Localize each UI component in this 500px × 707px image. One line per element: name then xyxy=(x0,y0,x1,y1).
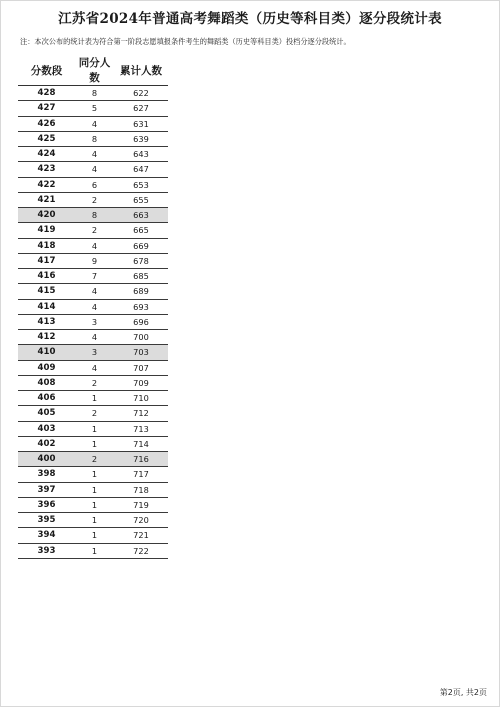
score-cell: 410 xyxy=(18,345,75,360)
header-same-count: 同分人数 xyxy=(75,55,114,86)
table-row xyxy=(18,269,168,284)
header-cumulative: 累计人数 xyxy=(114,55,168,86)
table-row xyxy=(18,406,168,421)
table-row xyxy=(18,162,168,177)
same-count-cell: 4 xyxy=(75,147,114,162)
document-title: 江苏省2024年普通高考舞蹈类（历史等科目类）逐分段统计表 xyxy=(58,11,442,27)
table-row xyxy=(18,421,168,436)
score-cell: 395 xyxy=(18,513,75,528)
table-row xyxy=(18,101,168,116)
cumulative-cell: 717 xyxy=(114,467,168,482)
score-cell: 421 xyxy=(18,192,75,207)
score-cell: 402 xyxy=(18,436,75,451)
same-count-cell: 1 xyxy=(75,436,114,451)
score-cell: 409 xyxy=(18,360,75,375)
score-cell: 415 xyxy=(18,284,75,299)
score-cell: 413 xyxy=(18,314,75,329)
table-body xyxy=(18,86,168,559)
same-count-cell: 1 xyxy=(75,528,114,543)
same-count-cell: 4 xyxy=(75,330,114,345)
same-count-cell: 1 xyxy=(75,391,114,406)
table-row xyxy=(18,314,168,329)
cumulative-cell: 713 xyxy=(114,421,168,436)
same-count-cell: 2 xyxy=(75,406,114,421)
cumulative-cell: 663 xyxy=(114,208,168,223)
score-cell: 420 xyxy=(18,208,75,223)
cumulative-cell: 653 xyxy=(114,177,168,192)
score-cell: 397 xyxy=(18,482,75,497)
table-row xyxy=(18,482,168,497)
cumulative-cell: 700 xyxy=(114,330,168,345)
score-cell: 425 xyxy=(18,131,75,146)
table-row xyxy=(18,330,168,345)
cumulative-cell: 714 xyxy=(114,436,168,451)
table-row xyxy=(18,528,168,543)
same-count-cell: 1 xyxy=(75,421,114,436)
same-count-cell: 1 xyxy=(75,497,114,512)
header-score: 分数段 xyxy=(18,55,75,86)
score-cell: 418 xyxy=(18,238,75,253)
cumulative-cell: 722 xyxy=(114,543,168,558)
same-count-cell: 8 xyxy=(75,86,114,101)
table-row xyxy=(18,299,168,314)
cumulative-cell: 709 xyxy=(114,375,168,390)
same-count-cell: 4 xyxy=(75,116,114,131)
score-cell: 396 xyxy=(18,497,75,512)
same-count-cell: 2 xyxy=(75,192,114,207)
same-count-cell: 7 xyxy=(75,269,114,284)
table-row xyxy=(18,116,168,131)
cumulative-cell: 689 xyxy=(114,284,168,299)
cumulative-cell: 665 xyxy=(114,223,168,238)
score-cell: 424 xyxy=(18,147,75,162)
table-row xyxy=(18,497,168,512)
cumulative-cell: 707 xyxy=(114,360,168,375)
same-count-cell: 9 xyxy=(75,253,114,268)
score-cell: 416 xyxy=(18,269,75,284)
score-cell: 403 xyxy=(18,421,75,436)
same-count-cell: 5 xyxy=(75,101,114,116)
same-count-cell: 8 xyxy=(75,208,114,223)
table-row xyxy=(18,238,168,253)
score-cell: 394 xyxy=(18,528,75,543)
cumulative-cell: 639 xyxy=(114,131,168,146)
table-row xyxy=(18,360,168,375)
same-count-cell: 4 xyxy=(75,284,114,299)
cumulative-cell: 712 xyxy=(114,406,168,421)
table-row xyxy=(18,86,168,101)
score-cell: 412 xyxy=(18,330,75,345)
score-cell: 398 xyxy=(18,467,75,482)
table-row xyxy=(18,284,168,299)
score-cell: 408 xyxy=(18,375,75,390)
cumulative-cell: 627 xyxy=(114,101,168,116)
cumulative-cell: 643 xyxy=(114,147,168,162)
table-row xyxy=(18,223,168,238)
cumulative-cell: 719 xyxy=(114,497,168,512)
score-cell: 423 xyxy=(18,162,75,177)
same-count-cell: 1 xyxy=(75,467,114,482)
table-header-row xyxy=(18,55,168,86)
table-row xyxy=(18,177,168,192)
cumulative-cell: 710 xyxy=(114,391,168,406)
same-count-cell: 1 xyxy=(75,513,114,528)
cumulative-cell: 631 xyxy=(114,116,168,131)
same-count-cell: 1 xyxy=(75,543,114,558)
score-cell: 414 xyxy=(18,299,75,314)
cumulative-cell: 693 xyxy=(114,299,168,314)
table-row xyxy=(18,467,168,482)
same-count-cell: 4 xyxy=(75,162,114,177)
score-cell: 400 xyxy=(18,452,75,467)
table-row xyxy=(18,436,168,451)
score-cell: 427 xyxy=(18,101,75,116)
table-row xyxy=(18,513,168,528)
same-count-cell: 2 xyxy=(75,452,114,467)
cumulative-cell: 678 xyxy=(114,253,168,268)
table-row xyxy=(18,452,168,467)
table-row xyxy=(18,208,168,223)
cumulative-cell: 703 xyxy=(114,345,168,360)
cumulative-cell: 716 xyxy=(114,452,168,467)
cumulative-cell: 655 xyxy=(114,192,168,207)
table-row xyxy=(18,375,168,390)
cumulative-cell: 669 xyxy=(114,238,168,253)
table-row xyxy=(18,192,168,207)
table-row xyxy=(18,147,168,162)
same-count-cell: 2 xyxy=(75,375,114,390)
same-count-cell: 4 xyxy=(75,238,114,253)
score-cell: 405 xyxy=(18,406,75,421)
table-row xyxy=(18,345,168,360)
same-count-cell: 2 xyxy=(75,223,114,238)
same-count-cell: 4 xyxy=(75,299,114,314)
cumulative-cell: 685 xyxy=(114,269,168,284)
score-cell: 393 xyxy=(18,543,75,558)
cumulative-cell: 647 xyxy=(114,162,168,177)
same-count-cell: 3 xyxy=(75,345,114,360)
cumulative-cell: 720 xyxy=(114,513,168,528)
score-distribution-table xyxy=(18,55,168,559)
score-cell: 406 xyxy=(18,391,75,406)
score-cell: 422 xyxy=(18,177,75,192)
same-count-cell: 8 xyxy=(75,131,114,146)
same-count-cell: 6 xyxy=(75,177,114,192)
cumulative-cell: 696 xyxy=(114,314,168,329)
cumulative-cell: 721 xyxy=(114,528,168,543)
same-count-cell: 4 xyxy=(75,360,114,375)
table-row xyxy=(18,391,168,406)
cumulative-cell: 622 xyxy=(114,86,168,101)
document-note: 注：本次公布的统计表为符合第一阶段志愿填报条件考生的舞蹈类（历史等科目类）投档分逐分段统计。 xyxy=(20,37,351,46)
score-cell: 426 xyxy=(18,116,75,131)
same-count-cell: 1 xyxy=(75,482,114,497)
table-row xyxy=(18,131,168,146)
table-row xyxy=(18,543,168,558)
page-number: 第2页, 共2页 xyxy=(439,688,487,697)
same-count-cell: 3 xyxy=(75,314,114,329)
table-row xyxy=(18,253,168,268)
score-cell: 417 xyxy=(18,253,75,268)
score-cell: 428 xyxy=(18,86,75,101)
score-cell: 419 xyxy=(18,223,75,238)
cumulative-cell: 718 xyxy=(114,482,168,497)
